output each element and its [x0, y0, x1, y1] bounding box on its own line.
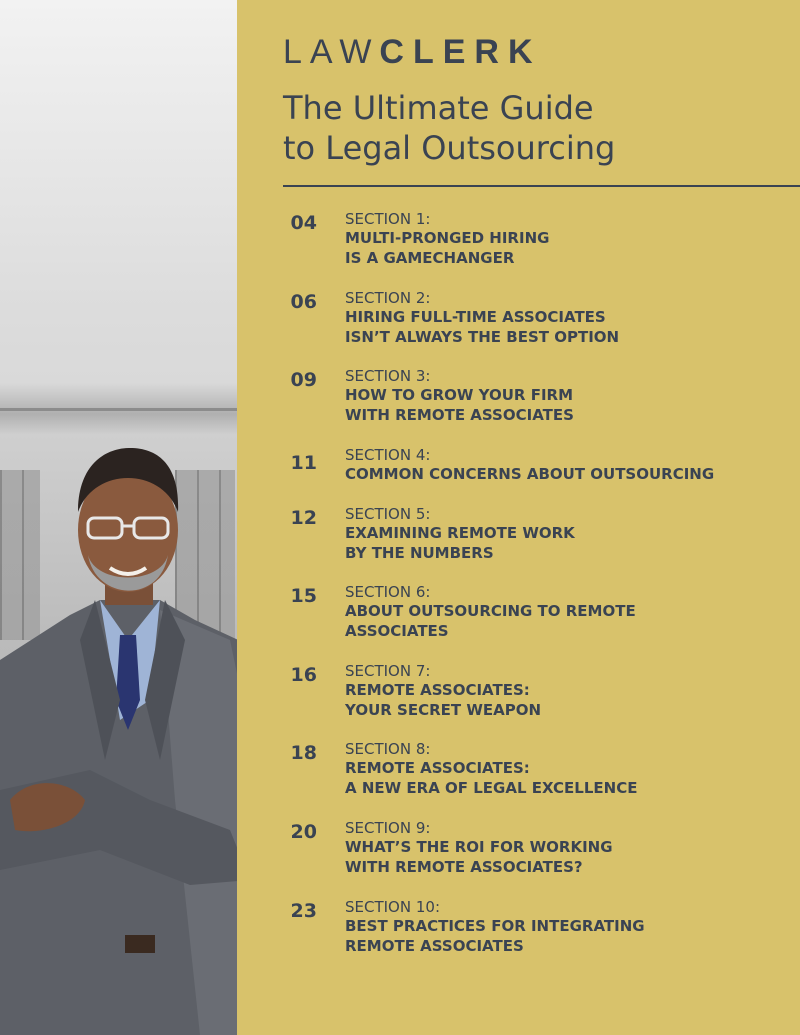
logo-clerk: CLERK	[379, 33, 542, 71]
toc-page-number: 04	[290, 212, 317, 234]
toc-page-number: 12	[290, 507, 317, 529]
toc-section-label: SECTION 7:	[345, 662, 431, 680]
toc-section-title: REMOTE ASSOCIATES: YOUR SECRET WEAPON	[345, 681, 542, 719]
toc-section-title: BEST PRACTICES FOR INTEGRATING REMOTE ASSOCIATES	[345, 917, 645, 955]
toc-section-title: EXAMINING REMOTE WORK BY THE NUMBERS	[345, 524, 575, 562]
toc-section-label: SECTION 5:	[345, 505, 431, 523]
toc-section-label: SECTION 4:	[345, 446, 431, 464]
toc-section-label: SECTION 6:	[345, 583, 431, 601]
toc-section-title: COMMON CONCERNS ABOUT OUTSOURCING	[345, 465, 715, 483]
lawclerk-logo	[283, 33, 542, 72]
toc-section-label: SECTION 8:	[345, 740, 431, 758]
toc-page-number: 18	[290, 742, 317, 764]
guide-title: The Ultimate Guide to Legal Outsourcing	[283, 89, 616, 167]
toc-section-title: MULTI-PRONGED HIRING IS A GAMECHANGER	[345, 229, 550, 267]
toc-page-number: 09	[290, 369, 317, 391]
toc-section-title: REMOTE ASSOCIATES: A NEW ERA OF LEGAL EXCELLENCE	[345, 759, 638, 797]
toc-page-number: 20	[290, 821, 317, 843]
toc-page-number: 15	[290, 585, 317, 607]
logo-law: LAW	[283, 33, 380, 71]
toc-section-title: HIRING FULL-TIME ASSOCIATES ISN’T ALWAYS THE BEST OPTION	[345, 308, 620, 346]
toc-section-label: SECTION 3:	[345, 367, 431, 385]
toc-section-title: WHAT’S THE ROI FOR WORKING WITH REMOTE ASSOCIATES?	[345, 838, 613, 876]
toc-section-label: SECTION 10:	[345, 898, 440, 916]
toc-section-title: HOW TO GROW YOUR FIRM WITH REMOTE ASSOCIATES	[345, 386, 574, 424]
toc-page-number: 16	[290, 664, 317, 686]
toc-section-label: SECTION 2:	[345, 289, 431, 307]
toc-page-number: 23	[290, 900, 317, 922]
title-divider	[283, 185, 800, 187]
toc-section-label: SECTION 9:	[345, 819, 431, 837]
toc-section-title: ABOUT OUTSOURCING TO REMOTE ASSOCIATES	[345, 602, 636, 640]
toc-page-number: 11	[290, 452, 317, 474]
toc-section-label: SECTION 1:	[345, 210, 431, 228]
toc-page-number: 06	[290, 291, 317, 313]
